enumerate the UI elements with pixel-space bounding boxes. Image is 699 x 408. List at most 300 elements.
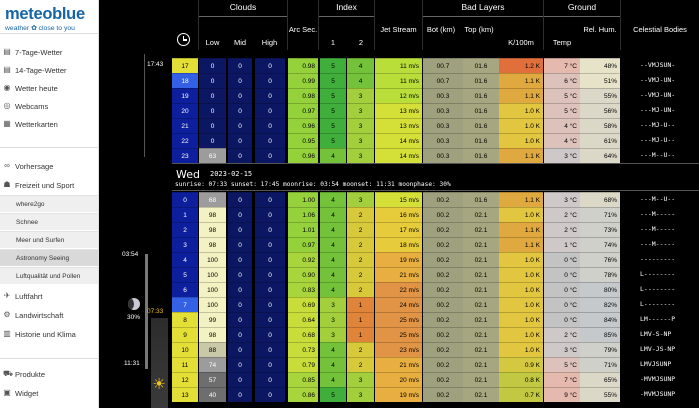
cell-jet: 20 m/s xyxy=(375,372,422,387)
cell-bot: 00.2 xyxy=(423,252,463,267)
cell-bot: 00.3 xyxy=(423,148,463,163)
cell-k: 0.9 K xyxy=(499,357,543,372)
cell-low: 0 xyxy=(199,103,226,118)
cell-i2: 4 xyxy=(347,58,374,73)
day-astro-info: sunrise: 07:33 sunset: 17:45 moonrise: 03:54 moonset: 11:31 moonphase: 30% xyxy=(175,181,451,188)
cell-rh: 74% xyxy=(580,237,620,252)
cell-k: 1.0 K xyxy=(499,327,543,342)
binoculars-icon: ∞ xyxy=(4,161,10,170)
cell-cel: ---MJ-UN- xyxy=(620,103,699,118)
nav-widget[interactable] xyxy=(0,384,99,402)
cell-bot: 00.2 xyxy=(423,387,463,402)
cell-bot: 00.7 xyxy=(423,73,463,88)
group-ground: Ground xyxy=(567,2,597,12)
cell-temp: 1 °C xyxy=(544,237,580,252)
table-row xyxy=(172,387,699,402)
cell-top: 01.6 xyxy=(463,133,499,148)
cell-temp: 2 °C xyxy=(544,222,580,237)
nav-sub-label: where2go xyxy=(16,200,45,208)
cell-i1: 5 xyxy=(320,118,346,133)
cell-i1: 5 xyxy=(320,133,346,148)
cell-k: 1.1 K xyxy=(499,73,543,88)
cell-arc: 0.85 xyxy=(288,372,318,387)
cell-temp: 5 °C xyxy=(544,357,580,372)
logo[interactable] xyxy=(5,5,85,33)
cell-k: 0.7 K xyxy=(499,387,543,402)
cell-high: 0 xyxy=(255,118,285,133)
cell-hour: 4 xyxy=(172,252,198,267)
nav-label: Luftfahrt xyxy=(15,291,43,301)
cell-k: 1.1 K xyxy=(499,192,543,207)
cell-low: 100 xyxy=(199,282,226,297)
cell-i2: 2 xyxy=(347,357,374,372)
cell-top: 01.6 xyxy=(463,148,499,163)
cell-mid: 0 xyxy=(228,237,252,252)
cell-bot: 00.3 xyxy=(423,118,463,133)
nav-wetter-heute[interactable] xyxy=(0,79,99,97)
nav-sub-luftqualitaet-und-pollen[interactable] xyxy=(0,267,99,284)
cell-cel: --VMJ-UN- xyxy=(620,88,699,103)
cell-top: 02.1 xyxy=(463,282,499,297)
cell-high: 0 xyxy=(255,327,285,342)
cell-arc: 0.90 xyxy=(288,267,318,282)
nav-produkte[interactable] xyxy=(0,365,99,383)
cell-cel: ---M--U-- xyxy=(620,148,699,163)
cell-rh: 79% xyxy=(580,342,620,357)
group-bad-layers: Bad Layers xyxy=(461,2,505,12)
cell-cel: ---M----- xyxy=(620,207,699,222)
cell-i2: 1 xyxy=(347,327,374,342)
table-row xyxy=(172,207,699,222)
cell-bot: 00.2 xyxy=(423,222,463,237)
cell-jet: 14 m/s xyxy=(375,148,422,163)
cell-low: 98 xyxy=(199,237,226,252)
cell-hour: 0 xyxy=(172,192,198,207)
cell-hour: 5 xyxy=(172,267,198,282)
nav-sub-label: Schnee xyxy=(16,218,39,226)
cell-hour: 1 xyxy=(172,207,198,222)
cell-bot: 00.2 xyxy=(423,267,463,282)
cell-low: 40 xyxy=(199,387,226,402)
cell-rh: 64% xyxy=(580,148,620,163)
cell-rh: 58% xyxy=(580,118,620,133)
cell-hour: 6 xyxy=(172,282,198,297)
cell-arc: 0.86 xyxy=(288,387,318,402)
location-icon: ◉ xyxy=(3,83,11,92)
day-date: 2023-02-15 xyxy=(210,170,253,178)
col-jet-stream: Jet Stream xyxy=(380,25,417,34)
moonset-time: 11:31 xyxy=(124,360,140,367)
cell-cel: L-------- xyxy=(620,282,699,297)
cell-cel: ---MJ-U-- xyxy=(620,118,699,133)
cell-top: 02.1 xyxy=(463,312,499,327)
cell-low: 63 xyxy=(199,148,226,163)
cell-rh: 61% xyxy=(580,133,620,148)
table-row xyxy=(172,58,699,73)
cell-bot: 00.2 xyxy=(423,192,463,207)
cell-i1: 3 xyxy=(320,327,346,342)
cell-hour: 18 xyxy=(172,73,198,88)
cell-mid: 0 xyxy=(228,357,252,372)
cell-rh: 68% xyxy=(580,192,620,207)
col-index1: 1 xyxy=(330,38,336,47)
nav-sub-label: Luftqualität und Pollen xyxy=(16,272,81,280)
cell-i2: 2 xyxy=(347,342,374,357)
cell-jet: 19 m/s xyxy=(375,252,422,267)
cell-k: 1.1 K xyxy=(499,148,543,163)
cell-mid: 0 xyxy=(228,118,252,133)
cell-k: 1.2 K xyxy=(499,58,543,73)
cell-top: 02.1 xyxy=(463,342,499,357)
calendar-icon: ▤ xyxy=(3,65,11,74)
cell-bot: 00.2 xyxy=(423,312,463,327)
cell-cel: --VMJSUN- xyxy=(620,58,699,73)
cell-top: 02.1 xyxy=(463,357,499,372)
cell-i2: 3 xyxy=(347,372,374,387)
cell-high: 0 xyxy=(255,312,285,327)
cell-jet: 16 m/s xyxy=(375,207,422,222)
cell-mid: 0 xyxy=(228,73,252,88)
cell-high: 0 xyxy=(255,192,285,207)
table-row xyxy=(172,267,699,282)
cell-high: 0 xyxy=(255,222,285,237)
nav-sub-meer-und-surfen[interactable] xyxy=(0,231,99,248)
cell-top: 02.1 xyxy=(463,252,499,267)
cell-i1: 5 xyxy=(320,58,346,73)
cell-low: 0 xyxy=(199,58,226,73)
cell-high: 0 xyxy=(255,357,285,372)
cell-i2: 1 xyxy=(347,312,374,327)
cell-hour: 10 xyxy=(172,342,198,357)
cell-rh: 56% xyxy=(580,103,620,118)
cell-rh: 84% xyxy=(580,312,620,327)
table-row xyxy=(172,327,699,342)
sunrise-mark: 07:33 xyxy=(147,308,164,315)
cell-i1: 5 xyxy=(320,387,346,402)
cell-cel: -MVMJSUNP xyxy=(620,387,699,402)
cell-k: 1.0 K xyxy=(499,118,543,133)
group-index: Index xyxy=(336,2,357,12)
cell-k: 1.0 K xyxy=(499,267,543,282)
cell-low: 98 xyxy=(199,327,226,342)
cell-arc: 0.98 xyxy=(288,88,318,103)
sun-icon: ☀ xyxy=(152,375,166,393)
cell-mid: 0 xyxy=(228,58,252,73)
cell-temp: 6 °C xyxy=(544,73,580,88)
nav-wetterkarten[interactable] xyxy=(0,115,99,133)
cell-top: 01.6 xyxy=(463,73,499,88)
nav-vorhersage[interactable] xyxy=(0,157,99,175)
cell-i1: 4 xyxy=(320,357,346,372)
cell-arc: 0.92 xyxy=(288,252,318,267)
cell-hour: 12 xyxy=(172,372,198,387)
cell-arc: 1.00 xyxy=(288,192,318,207)
cell-high: 0 xyxy=(255,282,285,297)
cell-i1: 4 xyxy=(320,342,346,357)
table-row xyxy=(172,192,699,207)
cell-arc: 0.68 xyxy=(288,327,318,342)
cell-cel: ---MJ-U-- xyxy=(620,133,699,148)
cell-mid: 0 xyxy=(228,103,252,118)
cell-i2: 3 xyxy=(347,387,374,402)
cell-top: 02.1 xyxy=(463,297,499,312)
nav-label: Landwirtschaft xyxy=(15,310,64,320)
table-row xyxy=(172,357,699,372)
cell-mid: 0 xyxy=(228,312,252,327)
cell-cel: --------- xyxy=(620,252,699,267)
clock-icon xyxy=(177,33,190,46)
table-row xyxy=(172,342,699,357)
cell-rh: 51% xyxy=(580,73,620,88)
cell-rh: 71% xyxy=(580,357,620,372)
calendar-icon: ▤ xyxy=(3,47,11,56)
cell-temp: 4 °C xyxy=(544,118,580,133)
cell-top: 02.1 xyxy=(463,327,499,342)
nav-label: Webcams xyxy=(15,101,49,111)
nav-sub-where2go[interactable] xyxy=(0,195,99,212)
cell-bot: 00.2 xyxy=(423,207,463,222)
cell-k: 1.0 K xyxy=(499,312,543,327)
cell-high: 0 xyxy=(255,387,285,402)
nav-luftfahrt[interactable] xyxy=(0,287,99,305)
cell-top: 02.1 xyxy=(463,237,499,252)
cell-mid: 0 xyxy=(228,252,252,267)
cell-arc: 0.99 xyxy=(288,73,318,88)
cell-k: 1.0 K xyxy=(499,103,543,118)
cell-i1: 3 xyxy=(320,312,346,327)
cell-i1: 4 xyxy=(320,222,346,237)
cell-jet: 11 m/s xyxy=(375,58,422,73)
cell-mid: 0 xyxy=(228,282,252,297)
moonrise-time: 03:54 xyxy=(122,251,139,258)
cell-jet: 18 m/s xyxy=(375,237,422,252)
cell-mid: 0 xyxy=(228,133,252,148)
cell-rh: 85% xyxy=(580,327,620,342)
cell-top: 02.1 xyxy=(463,222,499,237)
cell-low: 100 xyxy=(199,252,226,267)
cell-high: 0 xyxy=(255,297,285,312)
cell-i1: 4 xyxy=(320,282,346,297)
sidebar xyxy=(0,0,99,408)
cell-i2: 2 xyxy=(347,252,374,267)
cell-jet: 25 m/s xyxy=(375,327,422,342)
cell-bot: 00.2 xyxy=(423,327,463,342)
cell-high: 0 xyxy=(255,237,285,252)
cell-i2: 2 xyxy=(347,237,374,252)
table-row xyxy=(172,118,699,133)
nav-14-tage-wetter[interactable] xyxy=(0,61,99,79)
cell-high: 0 xyxy=(255,73,285,88)
cell-i2: 3 xyxy=(347,133,374,148)
col-temp: Temp xyxy=(552,38,572,47)
table-row xyxy=(172,73,699,88)
cell-i1: 4 xyxy=(320,237,346,252)
cell-low: 74 xyxy=(199,357,226,372)
cell-hour: 19 xyxy=(172,88,198,103)
moon-track xyxy=(144,54,145,157)
cell-jet: 22 m/s xyxy=(375,282,422,297)
cell-bot: 00.2 xyxy=(423,237,463,252)
cell-arc: 0.97 xyxy=(288,237,318,252)
cell-mid: 0 xyxy=(228,387,252,402)
table-row xyxy=(172,148,699,163)
nav-7-tage-wetter[interactable] xyxy=(0,43,99,61)
cell-jet: 21 m/s xyxy=(375,357,422,372)
moon-icon xyxy=(128,298,140,310)
nav-historie-und-klima[interactable] xyxy=(0,325,99,343)
cell-jet: 14 m/s xyxy=(375,133,422,148)
cell-cel: ---M--U-- xyxy=(620,192,699,207)
history-icon: ▥ xyxy=(3,329,11,338)
cell-k: 1.0 K xyxy=(499,282,543,297)
cell-low: 98 xyxy=(199,207,226,222)
cell-bot: 00.3 xyxy=(423,133,463,148)
cell-i2: 2 xyxy=(347,282,374,297)
map-icon: ▦ xyxy=(3,119,11,128)
col-index2: 2 xyxy=(358,38,364,47)
cell-top: 01.6 xyxy=(463,58,499,73)
cell-rh: 55% xyxy=(580,88,620,103)
cell-rh: 82% xyxy=(580,297,620,312)
cell-bot: 00.7 xyxy=(423,58,463,73)
cell-hour: 7 xyxy=(172,297,198,312)
cell-jet: 12 m/s xyxy=(375,88,422,103)
nav-label: Vorhersage xyxy=(15,161,54,171)
cell-cel: LM------P xyxy=(620,312,699,327)
cell-low: 99 xyxy=(199,312,226,327)
cell-i1: 4 xyxy=(320,148,346,163)
cell-arc: 0.79 xyxy=(288,357,318,372)
cell-cel: LMV-S-NP xyxy=(620,327,699,342)
nav-freizeit-und-sport[interactable] xyxy=(0,176,99,194)
nav-sub-label: Astronomy Seeing xyxy=(16,254,70,262)
cell-high: 0 xyxy=(255,133,285,148)
cell-mid: 0 xyxy=(228,297,252,312)
cell-top: 01.6 xyxy=(463,192,499,207)
widget-icon: ▣ xyxy=(3,388,11,397)
cell-high: 0 xyxy=(255,207,285,222)
cell-i1: 4 xyxy=(320,372,346,387)
cell-k: 1.1 K xyxy=(499,88,543,103)
cell-hour: 21 xyxy=(172,118,198,133)
nav-landwirtschaft[interactable] xyxy=(0,306,99,324)
cell-i1: 5 xyxy=(320,88,346,103)
cell-i2: 2 xyxy=(347,207,374,222)
cell-high: 0 xyxy=(255,342,285,357)
cell-jet: 25 m/s xyxy=(375,312,422,327)
nav-label: 14-Tage-Wetter xyxy=(15,65,67,75)
cell-arc: 0.97 xyxy=(288,103,318,118)
cell-arc: 0.64 xyxy=(288,312,318,327)
cell-top: 02.1 xyxy=(463,387,499,402)
col-arc-sec: Arc Sec. xyxy=(288,25,318,34)
cell-jet: 11 m/s xyxy=(375,73,422,88)
nav-label: Wetter heute xyxy=(15,83,58,93)
cell-k: 1.0 K xyxy=(499,342,543,357)
cell-k: 1.1 K xyxy=(499,237,543,252)
cell-mid: 0 xyxy=(228,192,252,207)
nav-sub-label: Meer und Surfen xyxy=(16,236,65,244)
cell-rh: 80% xyxy=(580,282,620,297)
cell-bot: 00.3 xyxy=(423,88,463,103)
logo-brand: meteoblue xyxy=(5,5,85,23)
cell-hour: 11 xyxy=(172,357,198,372)
cell-k: 1.0 K xyxy=(499,252,543,267)
cell-high: 0 xyxy=(255,58,285,73)
cell-temp: 3 °C xyxy=(544,342,580,357)
cell-low: 0 xyxy=(199,73,226,88)
cell-mid: 0 xyxy=(228,372,252,387)
cell-temp: 0 °C xyxy=(544,312,580,327)
cell-low: 0 xyxy=(199,118,226,133)
cell-rh: 76% xyxy=(580,252,620,267)
plane-icon: ✈ xyxy=(3,291,11,300)
table-row xyxy=(172,88,699,103)
day-name: Wed xyxy=(176,168,200,181)
cell-hour: 9 xyxy=(172,327,198,342)
cell-hour: 13 xyxy=(172,387,198,402)
cell-arc: 0.73 xyxy=(288,342,318,357)
table-row xyxy=(172,222,699,237)
cell-cel: ---M----- xyxy=(620,237,699,252)
table-row xyxy=(172,133,699,148)
cell-top: 01.6 xyxy=(463,118,499,133)
cell-high: 0 xyxy=(255,372,285,387)
cell-i1: 4 xyxy=(320,207,346,222)
table-row xyxy=(172,312,699,327)
cell-bot: 00.2 xyxy=(423,372,463,387)
cell-k: 0.8 K xyxy=(499,372,543,387)
cell-i2: 3 xyxy=(347,88,374,103)
cell-temp: 0 °C xyxy=(544,267,580,282)
cell-jet: 19 m/s xyxy=(375,387,422,402)
nav-label: 7-Tage-Wetter xyxy=(15,47,63,57)
cell-k: 1.0 K xyxy=(499,133,543,148)
nav-sub-schnee[interactable] xyxy=(0,213,99,230)
cell-jet: 23 m/s xyxy=(375,342,422,357)
cell-arc: 0.98 xyxy=(288,58,318,73)
webcam-icon: ◎ xyxy=(3,101,11,110)
cell-high: 0 xyxy=(255,267,285,282)
cell-cel: L-------- xyxy=(620,267,699,282)
cell-k: 1.0 K xyxy=(499,207,543,222)
cell-bot: 00.3 xyxy=(423,103,463,118)
cell-rh: 78% xyxy=(580,267,620,282)
cell-cel: L-------- xyxy=(620,297,699,312)
cell-arc: 1.01 xyxy=(288,222,318,237)
cell-temp: 3 °C xyxy=(544,148,580,163)
cell-high: 0 xyxy=(255,252,285,267)
cell-cel: -MVMJSUNP xyxy=(620,372,699,387)
cell-low: 0 xyxy=(199,88,226,103)
cell-arc: 0.83 xyxy=(288,282,318,297)
cell-temp: 0 °C xyxy=(544,252,580,267)
nav-sub-astronomy-seeing[interactable] xyxy=(0,249,99,266)
nav-label: Widget xyxy=(15,388,39,398)
cell-jet: 17 m/s xyxy=(375,222,422,237)
col-bot: Bot (km) xyxy=(426,25,456,34)
cell-i1: 5 xyxy=(320,103,346,118)
cell-i2: 4 xyxy=(347,73,374,88)
sun-moon-timeline xyxy=(99,0,172,408)
cell-hour: 20 xyxy=(172,103,198,118)
cell-i2: 3 xyxy=(347,118,374,133)
divider xyxy=(0,147,99,148)
cell-low: 0 xyxy=(199,133,226,148)
nav-label: Produkte xyxy=(15,369,46,379)
nav-webcams[interactable] xyxy=(0,97,99,115)
table-row xyxy=(172,103,699,118)
